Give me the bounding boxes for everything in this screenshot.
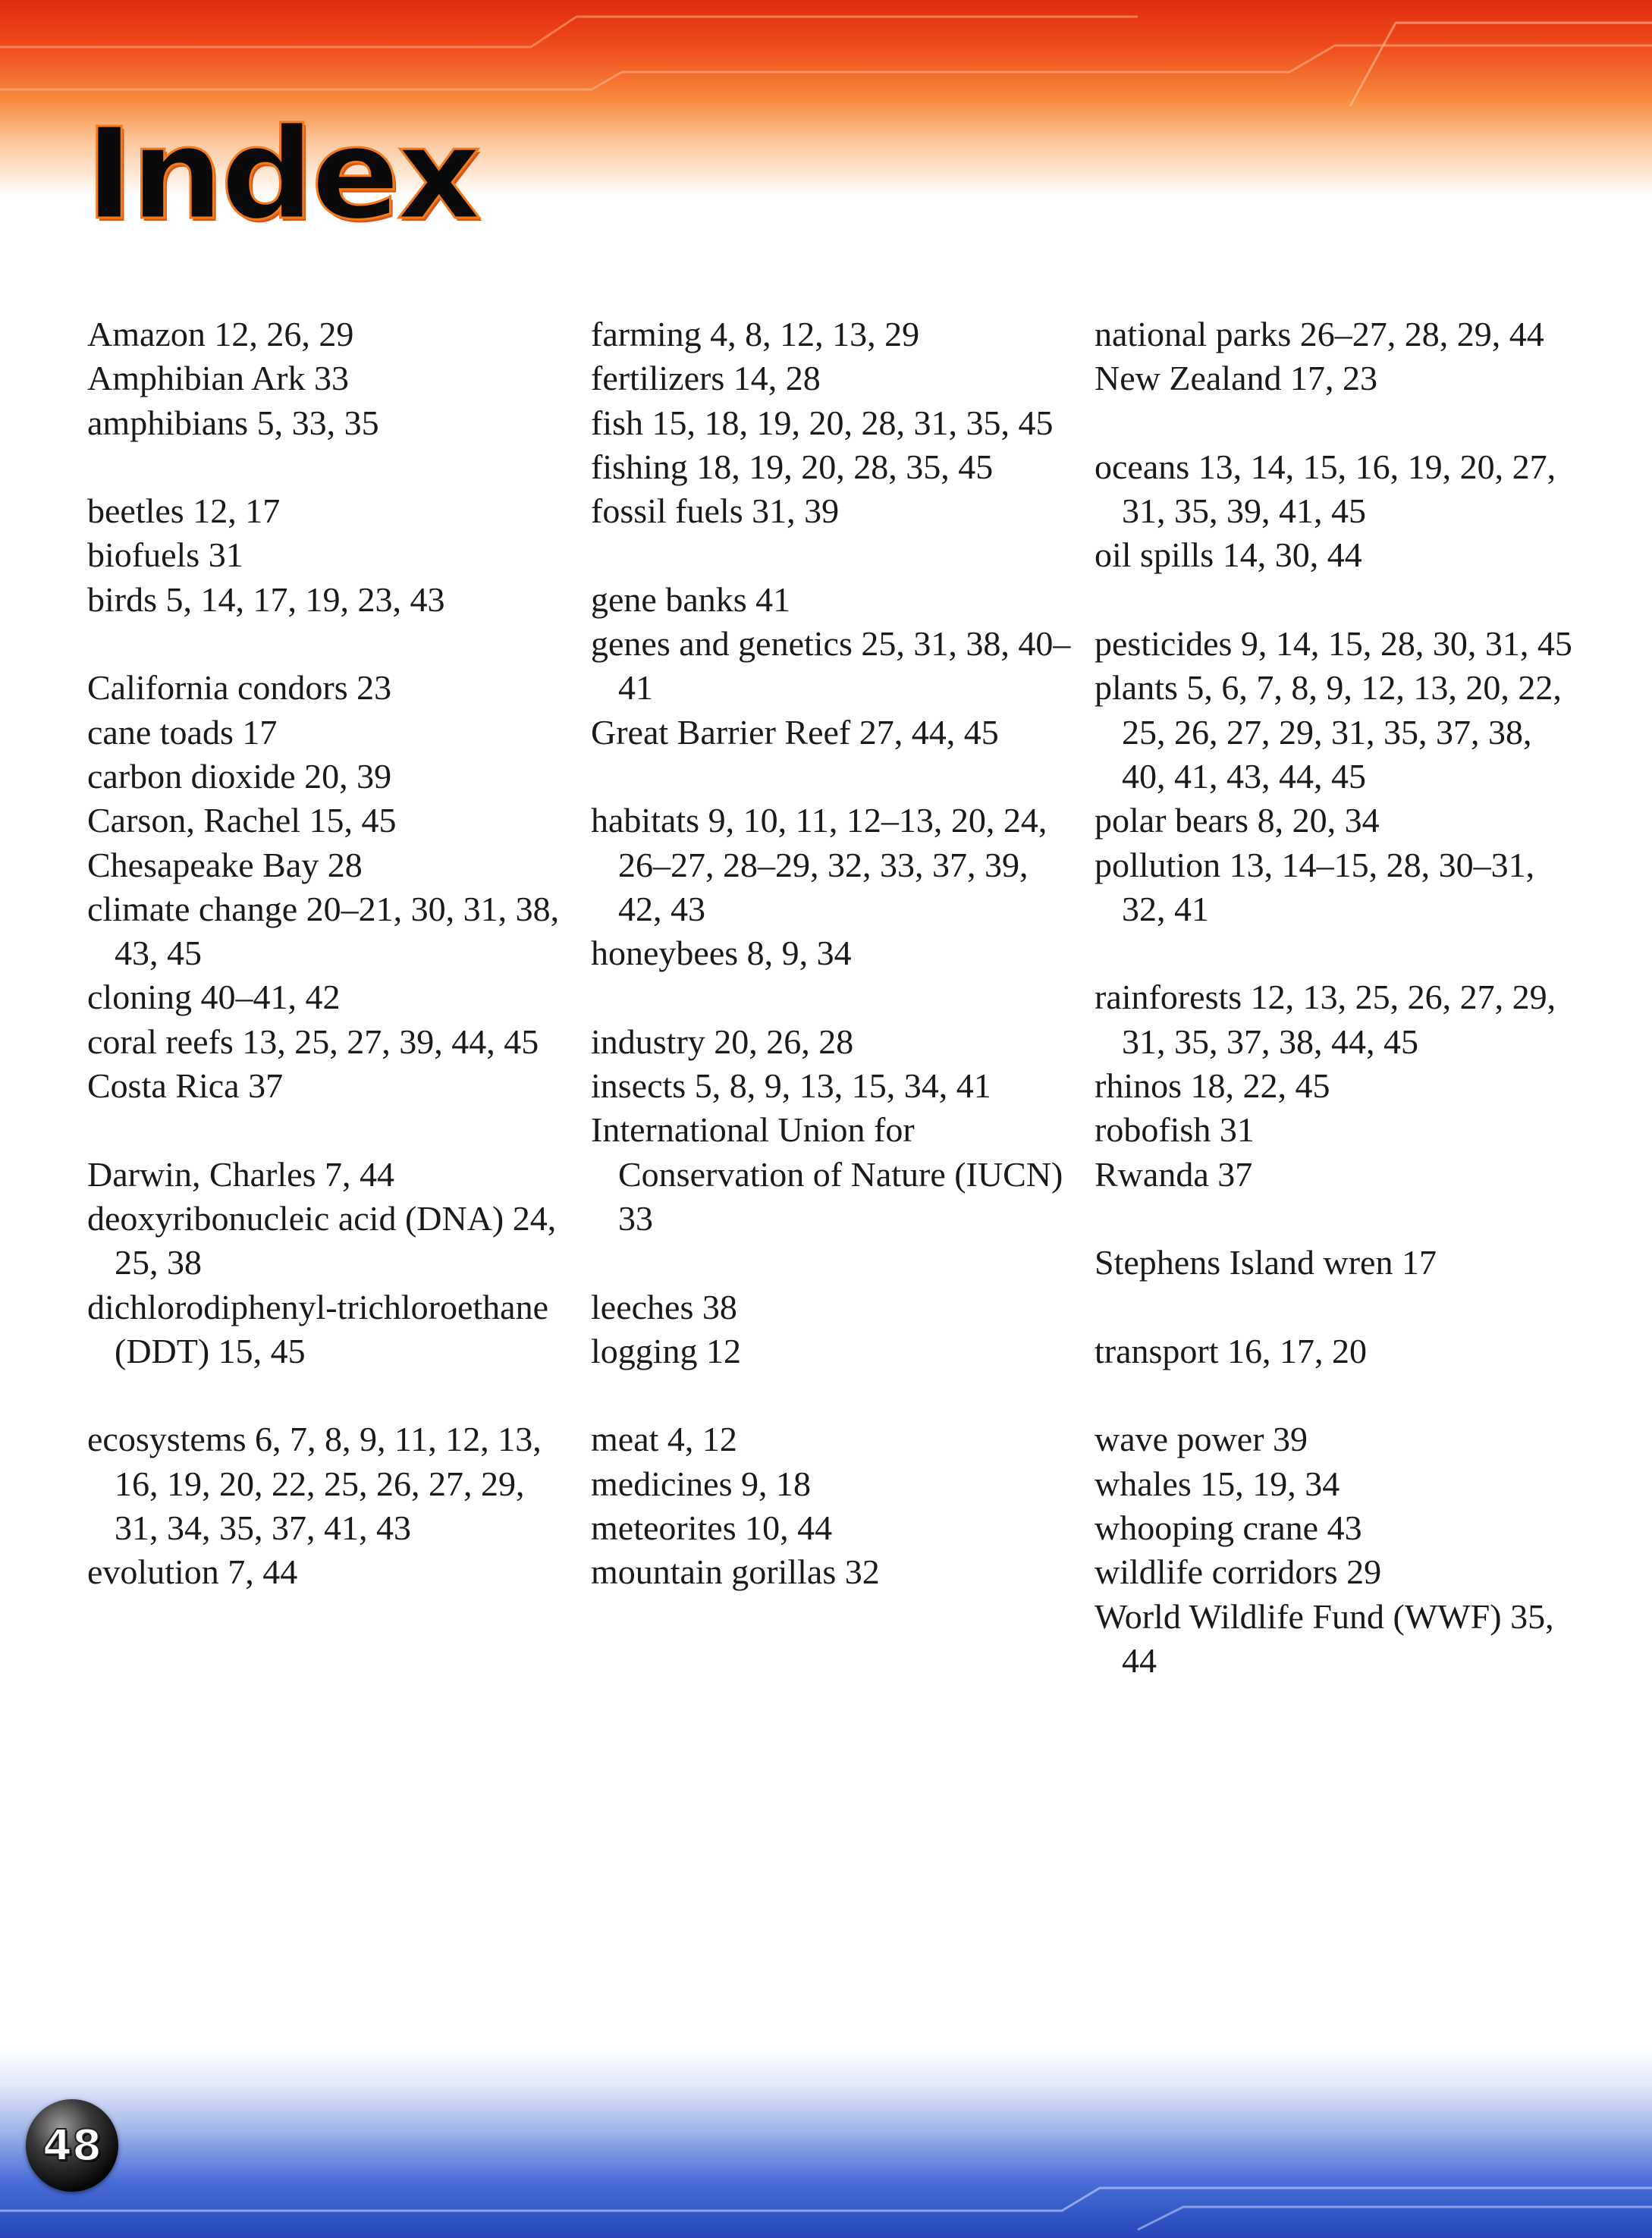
index-entry: deoxyribonucleic acid (DNA) 24, 25, 38: [87, 1198, 557, 1282]
index-entry: whooping crane 43: [1095, 1508, 1362, 1548]
index-entry: World Wildlife Fund (WWF) 35, 44: [1095, 1596, 1554, 1680]
index-entry: rainforests 12, 13, 25, 26, 27, 29, 31, 35, 37, 38, 44, 45: [1095, 978, 1556, 1061]
index-entry: Carson, Rachel 15, 45: [87, 801, 397, 840]
index-entry: transport 16, 17, 20: [1095, 1331, 1368, 1370]
index-entry: ecosystems 6, 7, 8, 9, 11, 12, 13, 16, 19, 20, 22, 25, 26, 27, 29, 31, 34, 35, 37, 41, 43: [87, 1420, 542, 1548]
index-entry: farming 4, 8, 12, 13, 29: [591, 315, 920, 353]
index-entry: dichlorodiphenyl-trichloroethane (DDT) 15, 45: [87, 1287, 549, 1370]
index-entry: Rwanda 37: [1095, 1154, 1253, 1194]
page-number: 48: [42, 2120, 102, 2171]
index-entry: oceans 13, 14, 15, 16, 19, 20, 27, 31, 35, 39, 41, 45: [1095, 447, 1556, 531]
index-entry: fish 15, 18, 19, 20, 28, 31, 35, 45: [591, 403, 1054, 442]
index-entry: climate change 20–21, 30, 31, 38, 43, 45: [87, 889, 560, 973]
index-entry: industry 20, 26, 28: [591, 1022, 854, 1061]
index-entry: plants 5, 6, 7, 8, 9, 12, 13, 20, 22, 25, 26, 27, 29, 31, 35, 37, 38, 40, 41, 43, 44, 45: [1095, 668, 1562, 796]
index-entry: California condors 23: [87, 668, 392, 708]
index-entry: fertilizers 14, 28: [591, 359, 821, 398]
index-column-2: [591, 312, 1076, 1595]
index-entry: mountain gorillas 32: [591, 1552, 880, 1592]
index-entry: genes and genetics 25, 31, 38, 40–41: [591, 624, 1071, 708]
index-entry: birds 5, 14, 17, 19, 23, 43: [87, 579, 445, 619]
index-entry: coral reefs 13, 25, 27, 39, 44, 45: [87, 1022, 539, 1061]
index-entry: robofish 31: [1095, 1110, 1255, 1150]
index-entry: pesticides 9, 14, 15, 28, 30, 31, 45: [1095, 624, 1572, 664]
index-entry: polar bears 8, 20, 34: [1095, 801, 1380, 840]
index-entry: meteorites 10, 44: [591, 1508, 833, 1548]
index-entry: medicines 9, 18: [591, 1464, 811, 1503]
index-entry: amphibians 5, 33, 35: [87, 403, 379, 442]
index-entry: New Zealand 17, 23: [1095, 359, 1377, 398]
index-entry: Amphibian Ark 33: [87, 359, 349, 398]
index-entry: fossil fuels 31, 39: [591, 491, 840, 531]
index-entry: Costa Rica 37: [87, 1066, 284, 1106]
page-title: Index: [85, 102, 479, 248]
index-entry: biofuels 31: [87, 535, 243, 575]
index-entry: rhinos 18, 22, 45: [1095, 1066, 1330, 1106]
index-entry: insects 5, 8, 9, 13, 15, 34, 41: [591, 1066, 991, 1106]
circuit-line-decoration: [0, 2048, 1652, 2238]
index-entry: International Union for Conservation of Nature (IUCN) 33: [591, 1110, 1063, 1238]
index-entry: oil spills 14, 30, 44: [1095, 535, 1362, 575]
index-entry: logging 12: [591, 1331, 742, 1370]
index-entry: cane toads 17: [87, 712, 278, 752]
index-entry: evolution 7, 44: [87, 1552, 298, 1592]
index-entry: Darwin, Charles 7, 44: [87, 1154, 394, 1194]
index-entry: gene banks 41: [591, 579, 791, 619]
index-entry: meat 4, 12: [591, 1420, 737, 1459]
index-column-3: [1095, 312, 1580, 1683]
index-entry: cloning 40–41, 42: [87, 978, 341, 1017]
index-entry: fishing 18, 19, 20, 28, 35, 45: [591, 447, 994, 486]
index-entry: wave power 39: [1095, 1420, 1308, 1459]
index-entry: pollution 13, 14–15, 28, 30–31, 32, 41: [1095, 845, 1535, 928]
index-entry: carbon dioxide 20, 39: [87, 756, 392, 796]
index-entry: beetles 12, 17: [87, 491, 281, 531]
index-entry: national parks 26–27, 28, 29, 44: [1095, 315, 1544, 353]
index-entry: habitats 9, 10, 11, 12–13, 20, 24, 26–27, 28–29, 32, 33, 37, 39, 42, 43: [591, 801, 1047, 928]
index-entry: wildlife corridors 29: [1095, 1552, 1382, 1592]
index-entry: Chesapeake Bay 28: [87, 845, 363, 884]
index-entry: Great Barrier Reef 27, 44, 45: [591, 712, 999, 752]
index-entry: whales 15, 19, 34: [1095, 1464, 1340, 1503]
index-entry: honeybees 8, 9, 34: [591, 934, 852, 973]
index-entry: leeches 38: [591, 1287, 737, 1326]
index-entry: Stephens Island wren 17: [1095, 1243, 1437, 1282]
page-number-badge: [26, 2099, 118, 2192]
footer-band: [0, 2048, 1652, 2238]
index-entry: Amazon 12, 26, 29: [87, 315, 354, 353]
index-column-1: [87, 312, 573, 1595]
